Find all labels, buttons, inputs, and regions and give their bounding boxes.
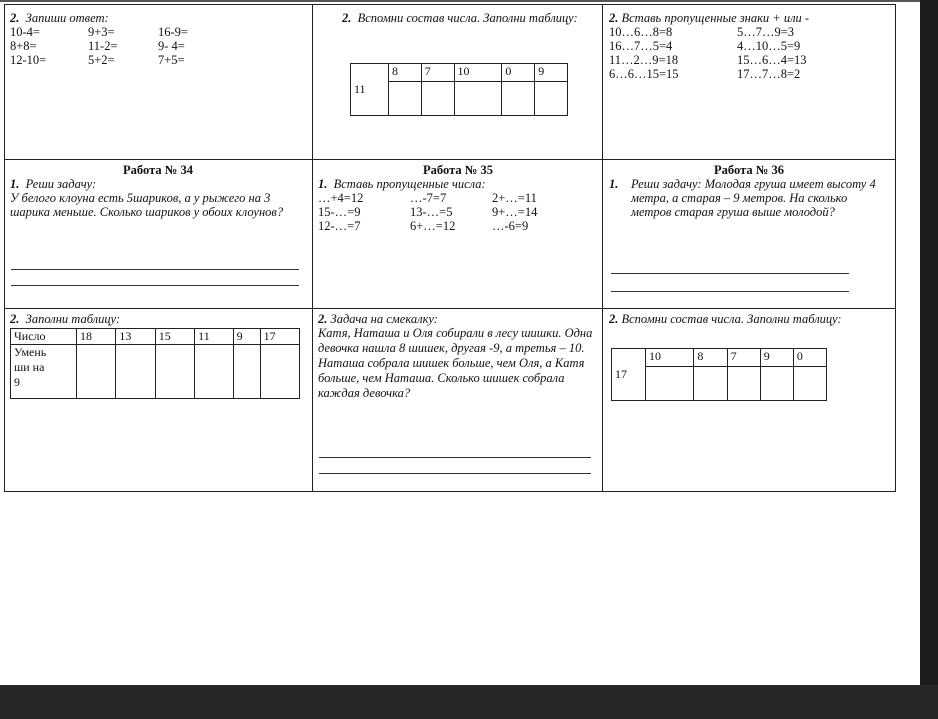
empty-answer-cell xyxy=(535,82,568,116)
answer-line xyxy=(319,457,591,458)
expression-list xyxy=(10,25,308,67)
answer-line xyxy=(11,269,299,270)
task-number: 2. xyxy=(609,312,619,326)
empty-answer-cell xyxy=(454,82,502,116)
task-heading: Вставь пропущенные знаки + или - xyxy=(621,11,810,25)
expression: 10…6…8=8 xyxy=(609,25,673,39)
empty-answer-cell xyxy=(195,345,233,399)
empty-answer-cell xyxy=(389,82,422,116)
grid-divider xyxy=(312,5,313,491)
table-cell: 8 xyxy=(694,349,727,367)
answer-line xyxy=(611,273,849,274)
table-cell: 13 xyxy=(116,329,155,345)
expression: 16-9= xyxy=(158,25,188,39)
expression: 12-10= xyxy=(10,53,47,67)
row-label-line: 9 xyxy=(14,375,20,389)
table-cell: 10 xyxy=(454,64,502,82)
work-36-task xyxy=(609,163,889,263)
expression-list xyxy=(609,25,893,81)
table-cell: 18 xyxy=(77,329,116,345)
table-cell: 9 xyxy=(233,329,260,345)
task-heading: Запиши ответ: xyxy=(25,11,109,25)
task-insert-signs xyxy=(609,11,893,157)
work-title: Работа № 35 xyxy=(423,163,493,177)
row-label-line: Умень xyxy=(14,345,47,359)
expression: 13-…=5 xyxy=(410,205,453,219)
table-cell: 0 xyxy=(793,349,826,367)
answer-line xyxy=(11,285,299,286)
bottom-dark-edge xyxy=(0,685,938,719)
expression: 6…6…15=15 xyxy=(609,67,679,81)
table-cell: 8 xyxy=(389,64,422,82)
table-cell: Число xyxy=(11,329,77,345)
empty-answer-cell xyxy=(155,345,194,399)
empty-answer-cell xyxy=(760,367,793,401)
task-number: 1. xyxy=(10,177,20,191)
answer-line xyxy=(611,291,849,292)
expression: 9+…=14 xyxy=(492,205,538,219)
grid-divider xyxy=(602,5,603,491)
empty-answer-cell xyxy=(502,82,535,116)
expression: 6+…=12 xyxy=(410,219,456,233)
table-cell: 7 xyxy=(727,349,760,367)
table-cell: 17 xyxy=(260,329,299,345)
task-number: 2. xyxy=(10,312,20,326)
task-number: 1. xyxy=(318,177,328,191)
task-write-answer xyxy=(10,11,308,157)
table-cell: 9 xyxy=(760,349,793,367)
work-34-task xyxy=(10,163,306,253)
task-riddle xyxy=(318,312,596,452)
task-number: 1. xyxy=(609,177,619,191)
right-dark-edge xyxy=(920,0,938,719)
expression: 9+3= xyxy=(88,25,115,39)
task-number: 2. xyxy=(10,11,20,25)
task-text: У белого клоуна есть 5шариков, а у рыжего на 3 шарика меньше. Сколько шариков у обоих клоунов? xyxy=(10,191,284,219)
row-label-line: ши на xyxy=(14,360,45,374)
task-number-composition-heading xyxy=(609,312,889,348)
empty-answer-cell xyxy=(694,367,727,401)
table-cell: 7 xyxy=(421,64,454,82)
expression: 15…6…4=13 xyxy=(737,53,807,67)
empty-answer-cell xyxy=(727,367,760,401)
table-cell: 0 xyxy=(502,64,535,82)
expression: 11…2…9=18 xyxy=(609,53,679,67)
table-cell: 11 xyxy=(351,64,389,116)
task-text: Катя, Наташа и Оля собирали в лесу шишки. Одна девочка нашла 8 шишек, другая -9, а третья – 10. Наташа собрала шишек больше, чем Оля, а Катя больше, чем Наташа. Сколько шишек собрала каждая девочка? xyxy=(318,326,593,400)
worksheet-grid xyxy=(4,4,896,492)
expression: 2+…=11 xyxy=(492,191,537,205)
table-cell: 10 xyxy=(646,349,694,367)
expression: 11-2= xyxy=(88,39,118,53)
table-cell: 17 xyxy=(612,349,646,401)
empty-answer-cell xyxy=(646,367,694,401)
task-heading: Задача на смекалку: xyxy=(330,312,438,326)
empty-answer-cell xyxy=(77,345,116,399)
task-number: 2. xyxy=(342,11,352,25)
top-border xyxy=(0,0,920,2)
empty-answer-cell xyxy=(793,367,826,401)
grid-divider xyxy=(5,159,895,160)
expression: 9- 4= xyxy=(158,39,185,53)
task-heading: Вставь пропущенные числа: xyxy=(333,177,486,191)
expression: 15-…=9 xyxy=(318,205,361,219)
empty-answer-cell xyxy=(116,345,155,399)
task-heading: Вспомни состав числа. Заполни таблицу: xyxy=(357,11,578,25)
expression: 10-4= xyxy=(10,25,40,39)
expression: 12-…=7 xyxy=(318,219,361,233)
expression: …+4=12 xyxy=(318,191,364,205)
expression: …-6=9 xyxy=(492,219,529,233)
task-heading: Реши задачу: xyxy=(25,177,97,191)
task-heading: Заполни таблицу: xyxy=(25,312,121,326)
expression: 16…7…5=4 xyxy=(609,39,673,53)
table-cell xyxy=(11,345,77,399)
table-cell: 11 xyxy=(195,329,233,345)
task-text: Реши задачу: Молодая груша имеет высоту 4 метра, а старая – 9 метров. На сколько метров старая груша выше молодой? xyxy=(631,177,876,219)
expression: 7+5= xyxy=(158,53,185,67)
table-cell: 15 xyxy=(155,329,194,345)
work-title: Работа № 34 xyxy=(123,163,193,177)
work-35-task xyxy=(318,163,598,303)
task-heading: Вспомни состав числа. Заполни таблицу: xyxy=(621,312,842,326)
expression: 8+8= xyxy=(10,39,37,53)
grid-divider xyxy=(5,308,895,309)
expression: 17…7…8=2 xyxy=(737,67,801,81)
answer-line xyxy=(319,473,591,474)
empty-answer-cell xyxy=(421,82,454,116)
expression: 4…10…5=9 xyxy=(737,39,801,53)
task-number: 2. xyxy=(318,312,328,326)
subtract-table xyxy=(10,328,300,399)
number-composition-table xyxy=(350,63,568,116)
task-number: 2. xyxy=(609,11,619,25)
expression: 5+2= xyxy=(88,53,115,67)
expression: …-7=7 xyxy=(410,191,447,205)
number-composition-table xyxy=(611,348,827,401)
empty-answer-cell xyxy=(260,345,299,399)
empty-answer-cell xyxy=(233,345,260,399)
work-title: Работа № 36 xyxy=(714,163,784,177)
expression: 5…7…9=3 xyxy=(737,25,795,39)
expression-list xyxy=(318,191,598,233)
task-number-composition-heading xyxy=(342,11,592,51)
table-cell: 9 xyxy=(535,64,568,82)
